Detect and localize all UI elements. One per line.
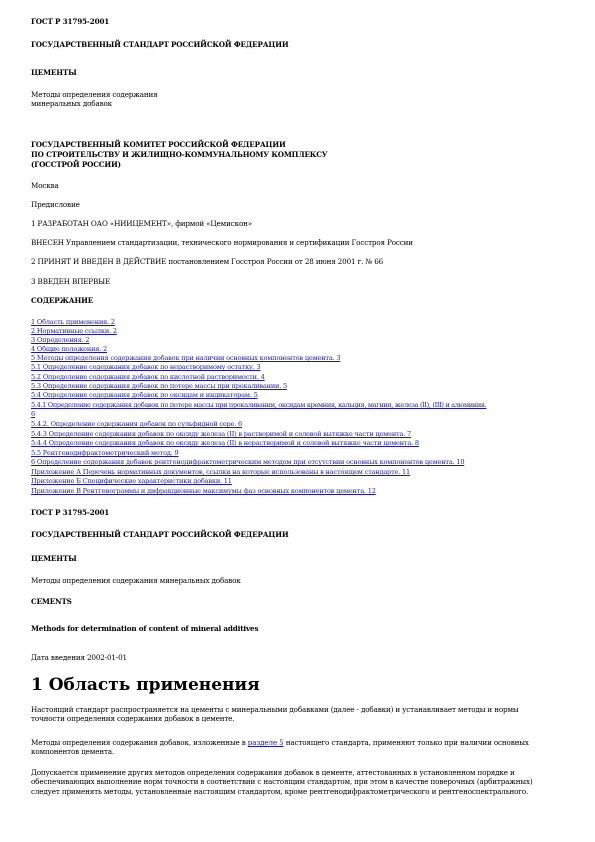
paragraph-1-line-1: Настоящий стандарт распространяется на цементы с минеральными добавками (далее - добавки) и устанавливает методы и нормы <box>31 705 519 714</box>
gost-number: ГОСТ Р 31795-2001 <box>31 17 110 26</box>
toc-link[interactable]: Приложение Б Специфические характеристики добавки. 11 <box>31 477 232 485</box>
toc-link[interactable]: 6 Определение содержания добавок рентгенодифрактометрическим методом при отсутствии основных компонентов цемента. 10 <box>31 458 465 466</box>
toc-link[interactable]: 2 Нормативные ссылки. 2 <box>31 327 117 335</box>
toc-link[interactable]: 5.2 Определение содержания добавок по кислотной растворимости. 4 <box>31 373 265 381</box>
paragraph-2-line-2: компонентов цемента. <box>31 747 115 756</box>
paragraph-2-text-b: настоящего стандарта, применяют только при наличии основных <box>285 738 529 747</box>
subject-repeat: Методы определения содержания минеральных добавок <box>31 576 241 585</box>
toc-link[interactable]: 4 Общие положения. 2 <box>31 345 108 353</box>
english-subject: Methods for determination of content of mineral additives <box>31 624 259 633</box>
gost-number-repeat: ГОСТ Р 31795-2001 <box>31 508 110 517</box>
committee-line-3: (ГОССТРОЙ РОССИИ) <box>31 160 121 169</box>
product-name-repeat: ЦЕМЕНТЫ <box>31 554 77 563</box>
toc-link[interactable]: Приложение В Рентгенограммы и дифракционные максимумы фаз основных компонентов цемента. 12 <box>31 487 376 495</box>
foreword-item-3: 3 ВВЕДЕН ВПЕРВЫЕ <box>31 277 111 286</box>
toc-link[interactable]: 5.3 Определение содержания добавок по потере массы при прокаливании. 5 <box>31 382 287 390</box>
toc-link[interactable]: 5.4.4 Определение содержания добавок по оксиду железа (II) в нерастворимой и солевой вытяжке части цемента. 8 <box>31 439 419 447</box>
committee-line-2: ПО СТРОИТЕЛЬСТВУ И ЖИЛИЩНО-КОММУНАЛЬНОМУ КОМПЛЕКСУ <box>31 150 328 159</box>
subject-line-2: минеральных добавок <box>31 99 113 108</box>
paragraph-2-text-a: Методы определения содержания добавок, изложенные в <box>31 738 246 747</box>
english-product: CEMENTS <box>31 597 72 606</box>
standard-title: ГОСУДАРСТВЕННЫЙ СТАНДАРТ РОССИЙСКОЙ ФЕДЕРАЦИИ <box>31 40 289 49</box>
city: Москва <box>31 181 59 190</box>
paragraph-3-line-1: Допускается применение других методов определения содержания добавок в цементе, аттестованных в установленном порядке и <box>31 768 515 777</box>
toc-link[interactable]: Приложение А Перечень нормативных документов, ссылки на которые использованы в настоящем стандарте. 11 <box>31 468 411 476</box>
toc-link[interactable]: 1 Область применения. 2 <box>31 318 115 326</box>
toc-link[interactable]: 5 Методы определения содержания добавок при наличии основных компонентов цемента. 3 <box>31 354 341 362</box>
toc-link[interactable]: 3 Определения. 2 <box>31 336 90 344</box>
section-5-link[interactable]: разделе 5 <box>247 738 284 747</box>
foreword-item-1: 1 РАЗРАБОТАН ОАО «НИИЦЕМЕНТ», фирмой «Цемискон» <box>31 219 253 228</box>
introduction-date: Дата введения 2002-01-01 <box>31 653 127 662</box>
paragraph-3-line-3: следует применять методы, установленные настоящим стандартом, кроме рентгенодифрактометрического и рентгеноспектрального. <box>31 787 529 796</box>
foreword-title: Предисловие <box>31 200 80 209</box>
committee-line-1: ГОСУДАРСТВЕННЫЙ КОМИТЕТ РОССИЙСКОЙ ФЕДЕРАЦИИ <box>31 140 286 149</box>
toc-title: СОДЕРЖАНИЕ <box>31 296 94 305</box>
toc-link[interactable]: 6 <box>31 410 35 418</box>
toc-link[interactable]: 5.4.3 Определение содержания добавок по оксиду железа (II) в растворимой и солевой вытяжке части цемента. 7 <box>31 430 411 438</box>
toc-link[interactable]: 5.4 Определение содержания добавок по оксидам и индикаторам. 5 <box>31 391 258 399</box>
foreword-item-1b: ВНЕСЕН Управлением стандартизации, технического нормирования и сертификации Госстроя России <box>31 238 413 247</box>
foreword-item-2: 2 ПРИНЯТ И ВВЕДЕН В ДЕЙСТВИЕ постановлением Госстроя России от 28 июня 2001 г. № 66 <box>31 257 384 266</box>
product-name: ЦЕМЕНТЫ <box>31 68 77 77</box>
toc-link[interactable]: 5.5 Рентгенодифрактометрический метод. 9 <box>31 449 179 457</box>
paragraph-2-line-1 <box>31 738 529 747</box>
section-heading: 1 Область применения <box>31 675 260 695</box>
standard-title-repeat: ГОСУДАРСТВЕННЫЙ СТАНДАРТ РОССИЙСКОЙ ФЕДЕРАЦИИ <box>31 530 289 539</box>
subject-line-1: Методы определения содержания <box>31 90 158 99</box>
toc-link[interactable]: 5.4.1 Определение содержания добавок по потере массы при прокаливании, оксидам кремния, кальция, магния, железа (II), (III) и алюминия. <box>31 401 487 409</box>
paragraph-1-line-2: точности определения содержания добавок в цементе. <box>31 714 235 723</box>
toc-link[interactable]: 5.1 Определение содержания добавок по нерастворимому остатку. 3 <box>31 363 261 371</box>
toc-link[interactable]: 5.4.2. Определение содержания добавок по сульфидной сере. 6 <box>31 420 243 428</box>
paragraph-3-line-2: обеспечивающих выполнение норм точности в соответствии с настоящим стандартом, при этом в качестве поверочных (арбитражных) <box>31 777 533 786</box>
